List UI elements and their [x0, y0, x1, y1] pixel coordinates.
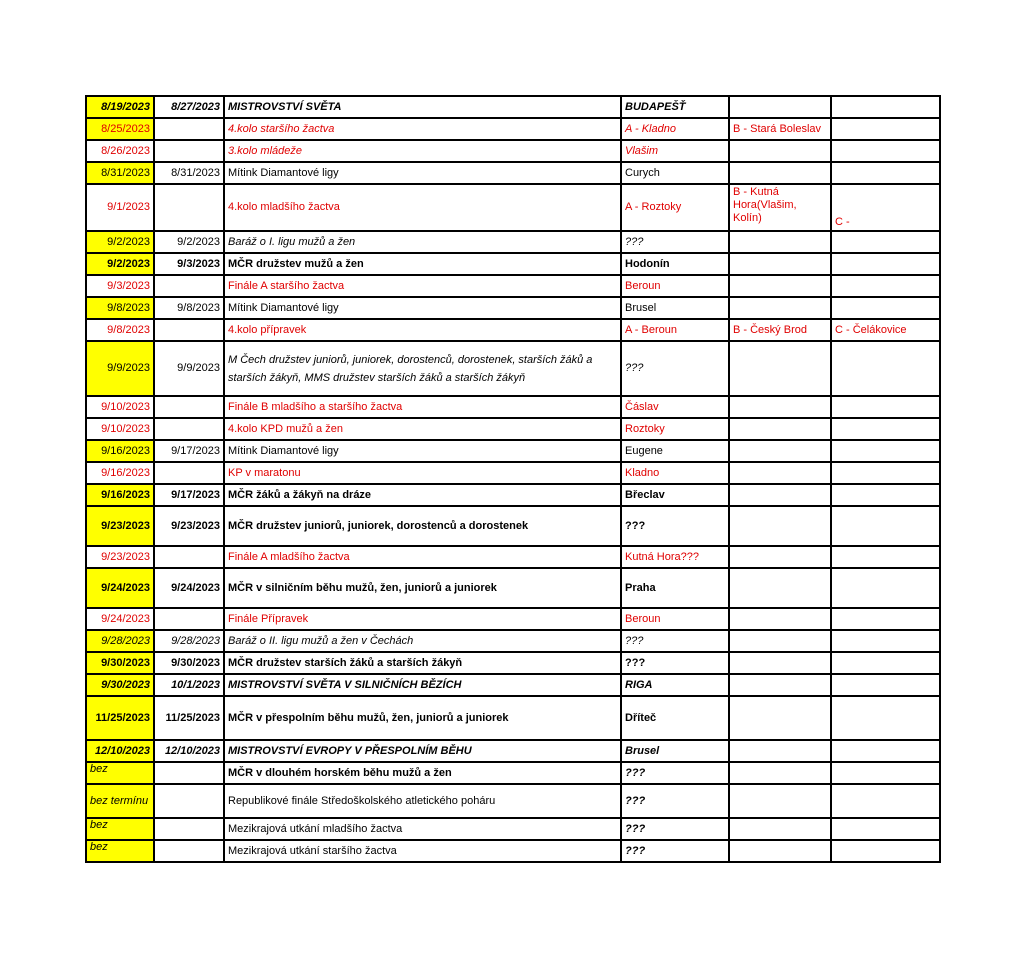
- venue-c-cell: [831, 608, 940, 630]
- venue-b-cell: [729, 506, 831, 546]
- table-row: [86, 297, 940, 319]
- venue-c-cell: [831, 740, 940, 762]
- venue-b-cell: [729, 740, 831, 762]
- event-cell: MISTROVSTVÍ EVROPY V PŘESPOLNÍM BĚHU: [224, 740, 621, 762]
- event-cell: Mezikrajová utkání mladšího žactva: [224, 818, 621, 840]
- venue-b-cell: [729, 275, 831, 297]
- venue-c-cell: [831, 96, 940, 118]
- end-date-cell: 9/30/2023: [154, 652, 224, 674]
- end-date-cell: 8/31/2023: [154, 162, 224, 184]
- start-date-cell: 9/24/2023: [86, 608, 154, 630]
- event-cell: MČR družstev starších žáků a starších žákyň: [224, 652, 621, 674]
- event-cell: 4.kolo KPD mužů a žen: [224, 418, 621, 440]
- venue-cell: Kladno: [621, 462, 729, 484]
- event-cell: Mítink Diamantové ligy: [224, 440, 621, 462]
- start-date-cell: 9/3/2023: [86, 275, 154, 297]
- end-date-cell: [154, 418, 224, 440]
- table-row: [86, 674, 940, 696]
- venue-b-cell: [729, 96, 831, 118]
- venue-cell: ???: [621, 818, 729, 840]
- event-cell: M Čech družstev juniorů, juniorek, dorostenců, dorostenek, starších žáků a starších žákyň, MMS družstev starších žáků a starších žákyň: [224, 341, 621, 396]
- table-row: [86, 740, 940, 762]
- table-row: [86, 184, 940, 231]
- table-row: [86, 484, 940, 506]
- end-date-cell: [154, 275, 224, 297]
- table-row: [86, 546, 940, 568]
- venue-c-cell: [831, 546, 940, 568]
- venue-c-cell: [831, 418, 940, 440]
- table-row: [86, 784, 940, 818]
- venue-c-cell: [831, 118, 940, 140]
- event-cell: Mítink Diamantové ligy: [224, 297, 621, 319]
- event-cell: 4.kolo mladšího žactva: [224, 184, 621, 231]
- end-date-cell: [154, 140, 224, 162]
- venue-c-cell: [831, 140, 940, 162]
- venue-b-cell: [729, 568, 831, 608]
- venue-c-cell: [831, 762, 940, 784]
- table-row: [86, 568, 940, 608]
- venue-cell: Brusel: [621, 297, 729, 319]
- event-cell: Mítink Diamantové ligy: [224, 162, 621, 184]
- venue-c-cell: [831, 818, 940, 840]
- venue-cell: ???: [621, 341, 729, 396]
- venue-cell: Beroun: [621, 275, 729, 297]
- venue-cell: Beroun: [621, 608, 729, 630]
- end-date-cell: [154, 184, 224, 231]
- start-date-cell: 9/9/2023: [86, 341, 154, 396]
- table-row: [86, 762, 940, 784]
- event-cell: 4.kolo staršího žactva: [224, 118, 621, 140]
- start-date-cell: bez: [86, 762, 154, 784]
- venue-cell: A - Roztoky: [621, 184, 729, 231]
- start-date-cell: 12/10/2023: [86, 740, 154, 762]
- start-date-cell: 9/2/2023: [86, 253, 154, 275]
- table-row: [86, 96, 940, 118]
- venue-c-cell: [831, 484, 940, 506]
- end-date-cell: 9/17/2023: [154, 484, 224, 506]
- start-date-cell: 9/10/2023: [86, 396, 154, 418]
- event-cell: Republikové finále Středoškolského atletického poháru: [224, 784, 621, 818]
- venue-c-cell: [831, 341, 940, 396]
- table-row: [86, 840, 940, 862]
- event-cell: Finále Přípravek: [224, 608, 621, 630]
- end-date-cell: [154, 546, 224, 568]
- venue-c-cell: [831, 568, 940, 608]
- venue-cell: A - Kladno: [621, 118, 729, 140]
- event-cell: MISTROVSTVÍ SVĚTA: [224, 96, 621, 118]
- end-date-cell: 9/9/2023: [154, 341, 224, 396]
- table-row: [86, 341, 940, 396]
- end-date-cell: 8/27/2023: [154, 96, 224, 118]
- start-date-cell: 8/25/2023: [86, 118, 154, 140]
- table-row: [86, 818, 940, 840]
- event-cell: MČR v dlouhém horském běhu mužů a žen: [224, 762, 621, 784]
- venue-cell: BUDAPEŠŤ: [621, 96, 729, 118]
- venue-c-cell: [831, 162, 940, 184]
- venue-b-cell: [729, 440, 831, 462]
- table-row: [86, 608, 940, 630]
- end-date-cell: 9/2/2023: [154, 231, 224, 253]
- venue-cell: Eugene: [621, 440, 729, 462]
- start-date-cell: 8/31/2023: [86, 162, 154, 184]
- event-cell: Baráž o I. ligu mužů a žen: [224, 231, 621, 253]
- venue-cell: Hodonín: [621, 253, 729, 275]
- venue-b-cell: B - Český Brod: [729, 319, 831, 341]
- end-date-cell: [154, 818, 224, 840]
- table-row: [86, 630, 940, 652]
- venue-c-cell: C - Čelákovice: [831, 319, 940, 341]
- venue-cell: Praha: [621, 568, 729, 608]
- event-cell: MČR družstev juniorů, juniorek, dorostenců a dorostenek: [224, 506, 621, 546]
- venue-b-cell: [729, 162, 831, 184]
- venue-b-cell: B - Kutná Hora(Vlašim, Kolín): [729, 184, 831, 231]
- venue-c-cell: [831, 696, 940, 740]
- venue-c-cell: [831, 231, 940, 253]
- start-date-cell: 9/30/2023: [86, 674, 154, 696]
- start-date-cell: 9/1/2023: [86, 184, 154, 231]
- start-date-cell: bez: [86, 818, 154, 840]
- venue-c-cell: [831, 253, 940, 275]
- table-row: [86, 253, 940, 275]
- end-date-cell: [154, 762, 224, 784]
- start-date-cell: 9/24/2023: [86, 568, 154, 608]
- venue-c-cell: [831, 652, 940, 674]
- table-row: [86, 418, 940, 440]
- venue-cell: Dříteč: [621, 696, 729, 740]
- venue-c-cell: [831, 674, 940, 696]
- venue-c-cell: [831, 462, 940, 484]
- venue-b-cell: [729, 341, 831, 396]
- end-date-cell: 10/1/2023: [154, 674, 224, 696]
- venue-c-cell: [831, 297, 940, 319]
- start-date-cell: 9/23/2023: [86, 506, 154, 546]
- event-cell: MČR žáků a žákyň na dráze: [224, 484, 621, 506]
- venue-c-cell: [831, 396, 940, 418]
- start-date-cell: 8/26/2023: [86, 140, 154, 162]
- end-date-cell: 9/23/2023: [154, 506, 224, 546]
- event-cell: Finále A mladšího žactva: [224, 546, 621, 568]
- table-row: [86, 162, 940, 184]
- table-row: [86, 696, 940, 740]
- venue-b-cell: [729, 674, 831, 696]
- venue-b-cell: [729, 696, 831, 740]
- venue-cell: A - Beroun: [621, 319, 729, 341]
- venue-cell: Břeclav: [621, 484, 729, 506]
- end-date-cell: [154, 319, 224, 341]
- venue-b-cell: [729, 546, 831, 568]
- event-cell: KP v maratonu: [224, 462, 621, 484]
- table-row: [86, 506, 940, 546]
- start-date-cell: 9/8/2023: [86, 319, 154, 341]
- venue-b-cell: [729, 462, 831, 484]
- table-row: [86, 462, 940, 484]
- venue-cell: Curych: [621, 162, 729, 184]
- table-row: [86, 231, 940, 253]
- event-cell: MČR družstev mužů a žen: [224, 253, 621, 275]
- venue-b-cell: [729, 818, 831, 840]
- end-date-cell: 12/10/2023: [154, 740, 224, 762]
- end-date-cell: [154, 396, 224, 418]
- start-date-cell: 9/16/2023: [86, 484, 154, 506]
- venue-cell: ???: [621, 630, 729, 652]
- venue-cell: Brusel: [621, 740, 729, 762]
- venue-b-cell: [729, 630, 831, 652]
- event-cell: Mezikrajová utkání staršího žactva: [224, 840, 621, 862]
- venue-cell: ???: [621, 231, 729, 253]
- event-cell: 4.kolo přípravek: [224, 319, 621, 341]
- start-date-cell: 11/25/2023: [86, 696, 154, 740]
- start-date-cell: 9/8/2023: [86, 297, 154, 319]
- start-date-cell: 9/23/2023: [86, 546, 154, 568]
- table-row: [86, 652, 940, 674]
- venue-cell: RIGA: [621, 674, 729, 696]
- end-date-cell: [154, 784, 224, 818]
- end-date-cell: [154, 840, 224, 862]
- start-date-cell: bez termínu: [86, 784, 154, 818]
- end-date-cell: [154, 118, 224, 140]
- end-date-cell: 9/3/2023: [154, 253, 224, 275]
- start-date-cell: 9/10/2023: [86, 418, 154, 440]
- end-date-cell: 11/25/2023: [154, 696, 224, 740]
- venue-b-cell: B - Stará Boleslav: [729, 118, 831, 140]
- end-date-cell: 9/17/2023: [154, 440, 224, 462]
- start-date-cell: 9/30/2023: [86, 652, 154, 674]
- venue-cell: ???: [621, 506, 729, 546]
- start-date-cell: 9/28/2023: [86, 630, 154, 652]
- venue-cell: Roztoky: [621, 418, 729, 440]
- event-cell: MČR v silničním běhu mužů, žen, juniorů a juniorek: [224, 568, 621, 608]
- event-cell: Finále A staršího žactva: [224, 275, 621, 297]
- venue-cell: Čáslav: [621, 396, 729, 418]
- start-date-cell: 9/16/2023: [86, 462, 154, 484]
- venue-c-cell: [831, 506, 940, 546]
- end-date-cell: 9/8/2023: [154, 297, 224, 319]
- table-row: [86, 319, 940, 341]
- venue-cell: ???: [621, 652, 729, 674]
- venue-cell: ???: [621, 784, 729, 818]
- venue-b-cell: [729, 608, 831, 630]
- venue-b-cell: [729, 652, 831, 674]
- venue-c-cell: C -: [831, 184, 940, 231]
- venue-b-cell: [729, 840, 831, 862]
- venue-c-cell: [831, 275, 940, 297]
- venue-c-cell: [831, 840, 940, 862]
- event-cell: 3.kolo mládeže: [224, 140, 621, 162]
- event-calendar-table: [85, 95, 941, 863]
- venue-b-cell: [729, 418, 831, 440]
- venue-b-cell: [729, 231, 831, 253]
- venue-cell: Kutná Hora???: [621, 546, 729, 568]
- venue-b-cell: [729, 484, 831, 506]
- start-date-cell: bez: [86, 840, 154, 862]
- end-date-cell: 9/24/2023: [154, 568, 224, 608]
- venue-b-cell: [729, 297, 831, 319]
- venue-b-cell: [729, 762, 831, 784]
- event-cell: MČR v přespolním běhu mužů, žen, juniorů a juniorek: [224, 696, 621, 740]
- venue-b-cell: [729, 396, 831, 418]
- table-row: [86, 440, 940, 462]
- venue-c-cell: [831, 630, 940, 652]
- table-row: [86, 118, 940, 140]
- venue-cell: ???: [621, 840, 729, 862]
- end-date-cell: [154, 462, 224, 484]
- venue-c-cell: [831, 784, 940, 818]
- venue-b-cell: [729, 140, 831, 162]
- event-cell: Finále B mladšího a staršího žactva: [224, 396, 621, 418]
- event-cell: MISTROVSTVÍ SVĚTA V SILNIČNÍCH BĚZÍCH: [224, 674, 621, 696]
- table-row: [86, 396, 940, 418]
- venue-b-cell: [729, 784, 831, 818]
- table-row: [86, 140, 940, 162]
- table-row: [86, 275, 940, 297]
- venue-c-cell: [831, 440, 940, 462]
- start-date-cell: 9/16/2023: [86, 440, 154, 462]
- end-date-cell: 9/28/2023: [154, 630, 224, 652]
- venue-cell: ???: [621, 762, 729, 784]
- venue-cell: Vlašim: [621, 140, 729, 162]
- event-cell: Baráž o II. ligu mužů a žen v Čechách: [224, 630, 621, 652]
- venue-b-cell: [729, 253, 831, 275]
- start-date-cell: 9/2/2023: [86, 231, 154, 253]
- end-date-cell: [154, 608, 224, 630]
- start-date-cell: 8/19/2023: [86, 96, 154, 118]
